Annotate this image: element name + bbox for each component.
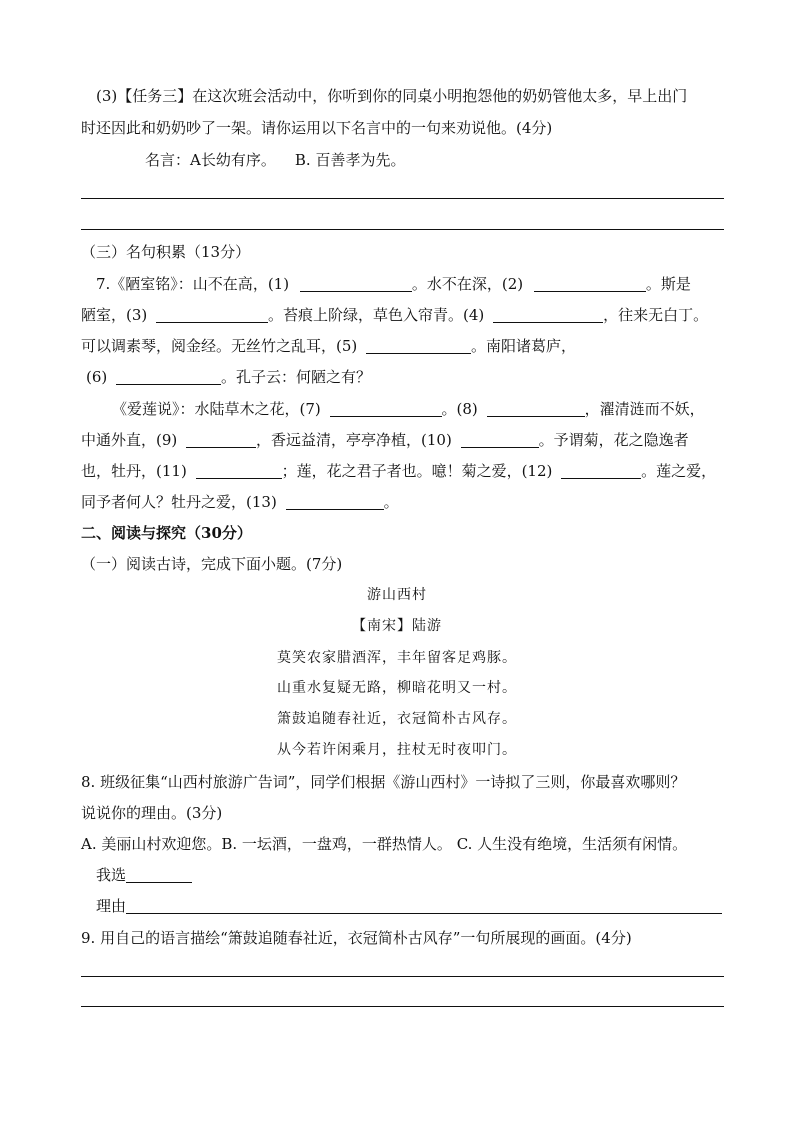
ailian-text: 中通外直，(9)	[81, 431, 178, 449]
ailian-line2	[81, 430, 689, 450]
ailian-text: ；莲，花之君子者也。噫！菊之爱，(12)	[281, 462, 553, 480]
ailian-text: ，香远益清，亭亭净植，(10)	[256, 431, 452, 449]
reason-label: 理由	[96, 897, 127, 915]
poem-line: 山重水复疑无路，柳暗花明又一村。	[277, 680, 517, 696]
q7-text: ，往来无白丁。	[603, 306, 709, 324]
poem-author: 【南宋】陆游	[352, 618, 442, 634]
answer-line[interactable]	[81, 976, 724, 977]
q7-line4	[86, 367, 371, 387]
section3-heading: （三）名句积累（13分）	[81, 243, 251, 261]
part2-heading: 二、阅读与探究（30分）	[81, 524, 252, 542]
task3-line2: 时还因此和奶奶吵了一架。请你运用以下名言中的一句来劝说他。(4分)	[81, 119, 553, 137]
q8-options: A. 美丽山村欢迎您。B. 一坛酒，一盘鸡，一群热情人。 C. 人生没有绝境，生活须有闲情。	[81, 835, 688, 853]
ailian-text: 同予者何人？牡丹之爱，(13)	[81, 493, 277, 511]
ailian-text: ，濯清涟而不妖，	[584, 400, 705, 418]
fill-blank-3[interactable]	[156, 307, 268, 323]
fill-blank-1[interactable]	[300, 276, 412, 292]
q8-reason	[96, 896, 722, 916]
fill-blank-4[interactable]	[493, 307, 603, 323]
ailian-line1	[112, 399, 705, 419]
q7-text: 。孔子云：何陋之有？	[221, 368, 372, 386]
poem-line: 莫笑农家腊酒浑，丰年留客足鸡豚。	[277, 650, 517, 666]
reason-blank[interactable]	[126, 898, 722, 914]
ailian-text: 《爱莲说》：水陆草木之花，(7)	[112, 400, 321, 418]
ailian-text: 。(8)	[441, 400, 478, 418]
ailian-line4	[81, 492, 399, 512]
q7-line2	[81, 305, 708, 325]
q7-line3	[81, 336, 576, 356]
fill-blank-10[interactable]	[461, 432, 539, 448]
answer-line[interactable]	[81, 229, 724, 230]
fill-blank-12[interactable]	[561, 463, 641, 479]
q7-text: 。水不在深，(2)	[411, 275, 524, 293]
q8-line1: 8. 班级征集“山西村旅游广告词”，同学们根据《游山西村》一诗拟了三则，你最喜欢哪则？	[81, 773, 686, 791]
ailian-text: 也，牡丹，(11)	[81, 462, 187, 480]
poem-title: 游山西村	[367, 587, 427, 603]
q7-text: 7.《陋室铭》：山不在高，(1)	[96, 275, 290, 293]
fill-blank-6[interactable]	[116, 369, 221, 385]
q8-choose	[96, 865, 192, 885]
ailian-line3	[81, 461, 716, 481]
choose-blank[interactable]	[126, 867, 192, 883]
fill-blank-13[interactable]	[286, 494, 384, 510]
q7-text: 。苔痕上阶绿，草色入帘青。(4)	[268, 306, 485, 324]
task3-line1: (3)【任务三】在这次班会活动中，你听到你的同桌小明抱怨他的奶奶管他太多，早上出门	[96, 87, 688, 105]
q8-line2: 说说你的理由。(3分)	[81, 804, 223, 822]
fill-blank-5[interactable]	[366, 338, 471, 354]
fill-blank-7[interactable]	[330, 401, 442, 417]
answer-line[interactable]	[81, 198, 724, 199]
task3-quote: 名言：A长幼有序。 B. 百善孝为先。	[145, 151, 406, 169]
q7-text: 可以调素琴，阅金经。无丝竹之乱耳，(5)	[81, 337, 358, 355]
fill-blank-11[interactable]	[196, 463, 282, 479]
ailian-text: 。予谓菊，花之隐逸者	[538, 431, 689, 449]
ailian-text: 。莲之爱，	[641, 462, 717, 480]
fill-blank-2[interactable]	[534, 276, 646, 292]
poem-line: 箫鼓追随春社近，衣冠简朴古风存。	[277, 711, 517, 727]
poem-line: 从今若许闲乘月，拄杖无时夜叩门。	[277, 742, 517, 758]
q7-text: 陋室，(3)	[81, 306, 148, 324]
q7-text: 。南阳诸葛庐，	[471, 337, 577, 355]
q7-text: (6)	[86, 368, 108, 386]
q7-text: 。斯是	[645, 275, 691, 293]
q7-line1	[96, 274, 691, 294]
choose-label: 我选	[96, 866, 127, 884]
q9-line1: 9. 用自己的语言描绘“箫鼓追随春社近，衣冠简朴古风存”一句所展现的画面。(4分)	[81, 929, 632, 947]
part2-subheading: （一）阅读古诗，完成下面小题。(7分)	[81, 555, 343, 573]
fill-blank-9[interactable]	[186, 432, 256, 448]
fill-blank-8[interactable]	[487, 401, 585, 417]
answer-line[interactable]	[81, 1006, 724, 1007]
ailian-text: 。	[383, 493, 399, 511]
